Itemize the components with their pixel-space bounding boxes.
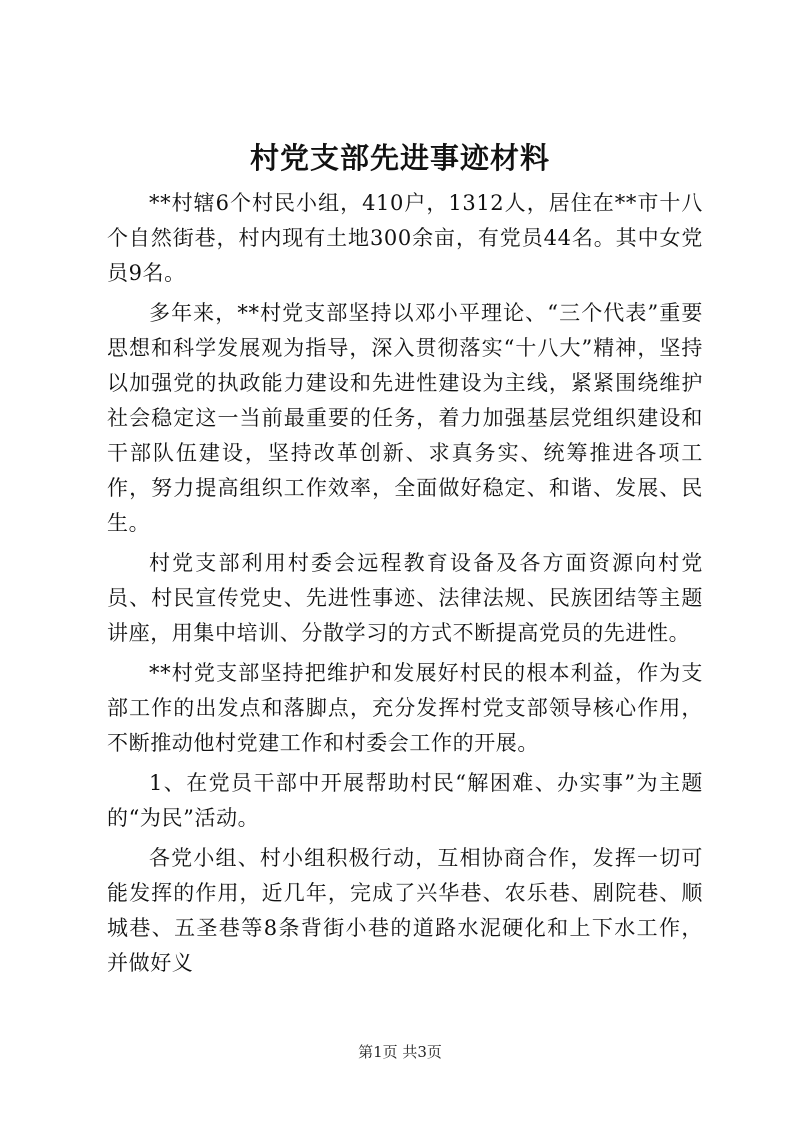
document-title: 村党支部先进事迹材料: [249, 141, 550, 175]
paragraph: 村党支部利用村委会远程教育设备及各方面资源向村党员、村民宣传党史、先进性事迹、法律法规、民族团结等主题讲座，用集中培训、分散学习的方式不断提高党员的先进性。: [107, 551, 703, 645]
document-body: [107, 186, 703, 986]
paragraph: 1、在党员干部中开展帮助村民“解困难、办实事”为主题的“为民”活动。: [107, 771, 703, 830]
paragraph: 多年来，**村党支部坚持以邓小平理论、“三个代表”重要思想和科学发展观为指导，深入贯彻落实“十八大”精神，坚持以加强党的执政能力建设和先进性建设为主线，紧紧围绕维护社会稳定这一当前最重要的任务，着力加强基层党组织建设和干部队伍建设，坚持改革创新、求真务实、统筹推进各项工作，努力提高组织工作效率，全面做好稳定、和谐、发展、民生。: [107, 301, 703, 535]
page-number-footer: 第1页 共3页: [358, 1043, 442, 1061]
paragraph: **村辖6个村民小组，410户，1312人，居住在**市十八个自然街巷，村内现有土地300余亩，有党员44名。其中女党员9名。: [107, 191, 703, 285]
paragraph: 各党小组、村小组积极行动，互相协商合作，发挥一切可能发挥的作用，近几年，完成了兴华巷、农乐巷、剧院巷、顺城巷、五圣巷等8条背街小巷的道路水泥硬化和上下水工作，并做好义: [107, 846, 703, 975]
paragraph: **村党支部坚持把维护和发展好村民的根本利益，作为支部工作的出发点和落脚点，充分发挥村党支部领导核心作用，不断推动他村党建工作和村委会工作的开展。: [107, 661, 703, 755]
